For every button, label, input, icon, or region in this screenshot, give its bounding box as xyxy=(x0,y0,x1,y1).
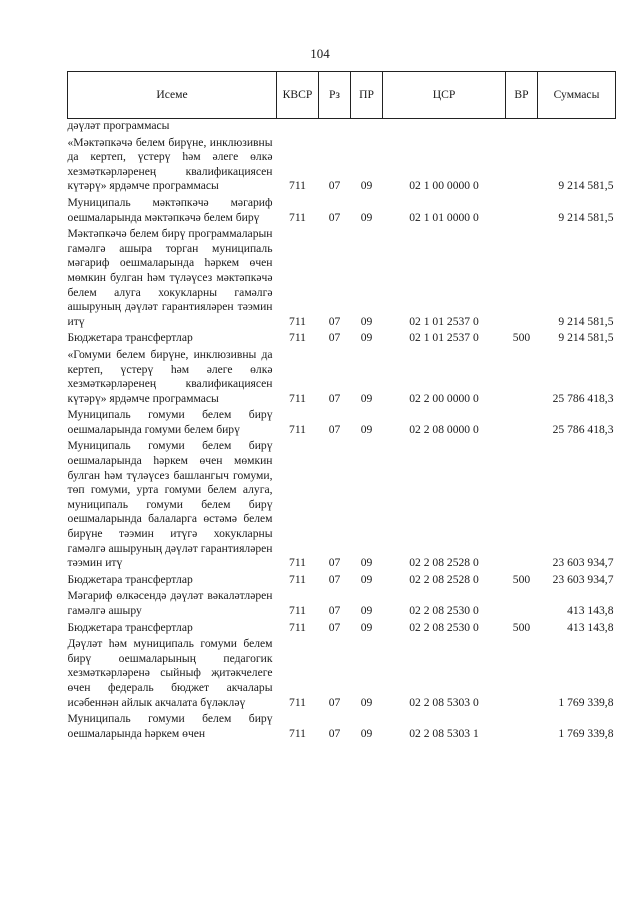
row-pr: 09 xyxy=(360,604,373,617)
row-name: Муниципаль мәктәпкәчә мәгариф оешмаларында мәктәпкәчә белем бирү xyxy=(67,195,273,224)
table-row xyxy=(68,348,616,408)
row-rz: 07 xyxy=(328,391,341,405)
row-rz: 07 xyxy=(328,620,341,634)
row-name: Бюджетара трансфертлар xyxy=(67,620,193,634)
row-csr xyxy=(383,119,506,136)
row-vr xyxy=(506,439,538,572)
table-row xyxy=(68,573,616,590)
row-name: Мәгариф өлкәсендә дәүләт вәкаләтләрен гамәлгә ашыру xyxy=(67,589,273,617)
row-sum: 23 603 934,7 xyxy=(552,556,614,570)
row-rz: 07 xyxy=(328,695,341,709)
row-csr: 02 1 01 2537 0 xyxy=(409,331,479,345)
row-rz: 07 xyxy=(328,210,341,224)
row-name: Бюджетара трансфертлар xyxy=(67,331,193,345)
header-csr: ЦСР xyxy=(383,72,506,119)
header-kvsr: КВСР xyxy=(277,72,319,119)
row-kvsr: 711 xyxy=(289,179,306,193)
row-pr: 09 xyxy=(360,314,373,328)
row-vr: 500 xyxy=(512,572,531,586)
table-row xyxy=(68,439,616,572)
row-rz xyxy=(319,119,351,136)
header-pr: ПР xyxy=(351,72,383,119)
row-pr: 09 xyxy=(360,572,373,586)
row-sum: 413 143,8 xyxy=(567,620,614,634)
row-vr xyxy=(506,348,538,408)
row-sum: 25 786 418,3 xyxy=(552,391,614,405)
row-vr xyxy=(506,589,538,620)
row-sum: 23 603 934,7 xyxy=(552,572,614,586)
header-vr: ВР xyxy=(506,72,538,119)
row-vr xyxy=(506,712,538,743)
row-csr: 02 2 08 5303 1 xyxy=(409,726,479,740)
table-row xyxy=(68,196,616,227)
row-pr: 09 xyxy=(360,556,373,570)
row-pr: 09 xyxy=(360,331,373,345)
table-row xyxy=(68,408,616,439)
table-row xyxy=(68,637,616,712)
row-csr: 02 2 08 0000 0 xyxy=(409,422,479,436)
row-name: Бюджетара трансфертлар xyxy=(67,572,193,586)
row-name: Муниципаль гомуми белем бирү оешмаларында гомуми белем бирү xyxy=(67,408,273,436)
row-kvsr: 711 xyxy=(289,572,306,586)
table-row xyxy=(68,712,616,743)
row-vr xyxy=(506,136,538,196)
row-pr: 09 xyxy=(360,422,373,436)
row-csr: 02 2 08 2528 0 xyxy=(409,556,479,570)
row-kvsr: 711 xyxy=(289,331,306,345)
row-name: Муниципаль гомуми белем бирү оешмаларында һәркем өчен xyxy=(67,712,273,740)
row-csr: 02 2 00 0000 0 xyxy=(409,391,479,405)
row-sum xyxy=(538,119,616,136)
row-csr: 02 2 08 2528 0 xyxy=(409,572,479,586)
row-csr: 02 2 08 2530 0 xyxy=(409,604,479,617)
row-csr: 02 1 01 2537 0 xyxy=(409,314,479,328)
row-kvsr xyxy=(277,119,319,136)
row-rz: 07 xyxy=(328,572,341,586)
header-sum: Суммасы xyxy=(538,72,616,119)
row-rz: 07 xyxy=(328,179,341,193)
row-rz: 07 xyxy=(328,331,341,345)
row-name: Мәктәпкәчә белем бирү программаларын гамәлгә ашыра торган муниципаль мәгариф оешмаларында һәркем өчен мөмкин булган һәм түләүсез мәктәпкәчә белем алуга хокукларны гамәлгә ашыруның дәүләт гарантияләрен тәэмин итү xyxy=(67,227,273,328)
row-pr xyxy=(351,119,383,136)
row-name: Муниципаль гомуми белем бирү оешмаларында һәркем өчен мөмкин булган һәм түләүсез башлангыч гомуми, төп гомуми, урта гомуми белем алуга, муниципаль гомуми белем бирү оешмаларында балаларга өстәмә белем бирүне тәэмин итүгә хокукларны гамәлгә ашыруның дәүләт гарантияләрен тәэмин итү xyxy=(67,439,273,570)
row-sum: 9 214 581,5 xyxy=(558,314,614,328)
row-kvsr: 711 xyxy=(289,604,306,617)
row-kvsr: 711 xyxy=(289,695,306,709)
row-sum: 25 786 418,3 xyxy=(552,422,614,436)
table-row xyxy=(68,331,616,348)
row-vr: 500 xyxy=(512,620,531,634)
row-rz: 07 xyxy=(328,726,341,740)
row-pr: 09 xyxy=(360,391,373,405)
row-name: «Мәктәпкәчә белем бирүне, инклюзивны да кертеп, үстерү һәм әлеге өлкә хезмәткәрләренең квалификациясен күтәрү» ярдәмче программасы xyxy=(67,135,273,193)
table-row xyxy=(68,119,616,136)
row-vr: 500 xyxy=(512,331,531,345)
row-kvsr: 711 xyxy=(289,422,306,436)
row-vr xyxy=(506,408,538,439)
row-pr: 09 xyxy=(360,726,373,740)
row-sum: 413 143,8 xyxy=(567,604,614,617)
row-name: дәүләт программасы xyxy=(67,119,170,132)
row-csr: 02 2 08 2530 0 xyxy=(409,620,479,634)
row-rz: 07 xyxy=(328,422,341,436)
row-vr xyxy=(506,196,538,227)
row-pr: 09 xyxy=(360,695,373,709)
row-csr: 02 1 01 0000 0 xyxy=(409,210,479,224)
row-vr xyxy=(506,637,538,712)
page-number: 104 xyxy=(310,46,330,61)
row-csr: 02 2 08 5303 0 xyxy=(409,695,479,709)
row-kvsr: 711 xyxy=(289,726,306,740)
row-sum: 9 214 581,5 xyxy=(558,179,614,193)
row-sum: 1 769 339,8 xyxy=(558,726,614,740)
row-pr: 09 xyxy=(360,210,373,224)
row-pr: 09 xyxy=(360,179,373,193)
row-sum: 9 214 581,5 xyxy=(558,331,614,345)
row-name: «Гомуми белем бирүне, инклюзивны да кертеп, үстерү һәм әлеге өлкә хезмәткәрләренең квалификациясен күтәрү» ярдәмче программасы xyxy=(67,347,273,405)
row-kvsr: 711 xyxy=(289,620,306,634)
table-header xyxy=(68,72,616,119)
row-rz: 07 xyxy=(328,314,341,328)
row-sum: 9 214 581,5 xyxy=(558,210,614,224)
row-kvsr: 711 xyxy=(289,556,306,570)
row-kvsr: 711 xyxy=(289,210,306,224)
row-kvsr: 711 xyxy=(289,314,306,328)
row-vr xyxy=(506,119,538,136)
row-kvsr: 711 xyxy=(289,391,306,405)
row-pr: 09 xyxy=(360,620,373,634)
row-name: Дәүләт һәм муниципаль гомуми белем бирү оешмаларының педагогик хезмәткәрләренә сыйныф җитәкчелеге өчен федераль бюджет акчалары исәбеннән айлык акчалата бүләкләү xyxy=(67,637,273,709)
table-row xyxy=(68,621,616,638)
row-rz: 07 xyxy=(328,556,341,570)
budget-table xyxy=(67,71,616,743)
row-csr: 02 1 00 0000 0 xyxy=(409,179,479,193)
table-row xyxy=(68,589,616,620)
header-name: Исеме xyxy=(68,72,277,119)
row-vr xyxy=(506,227,538,331)
header-rz: Рз xyxy=(319,72,351,119)
table-row xyxy=(68,227,616,331)
row-rz: 07 xyxy=(328,604,341,617)
row-sum: 1 769 339,8 xyxy=(558,695,614,709)
table-body xyxy=(68,119,616,744)
table-row xyxy=(68,136,616,196)
